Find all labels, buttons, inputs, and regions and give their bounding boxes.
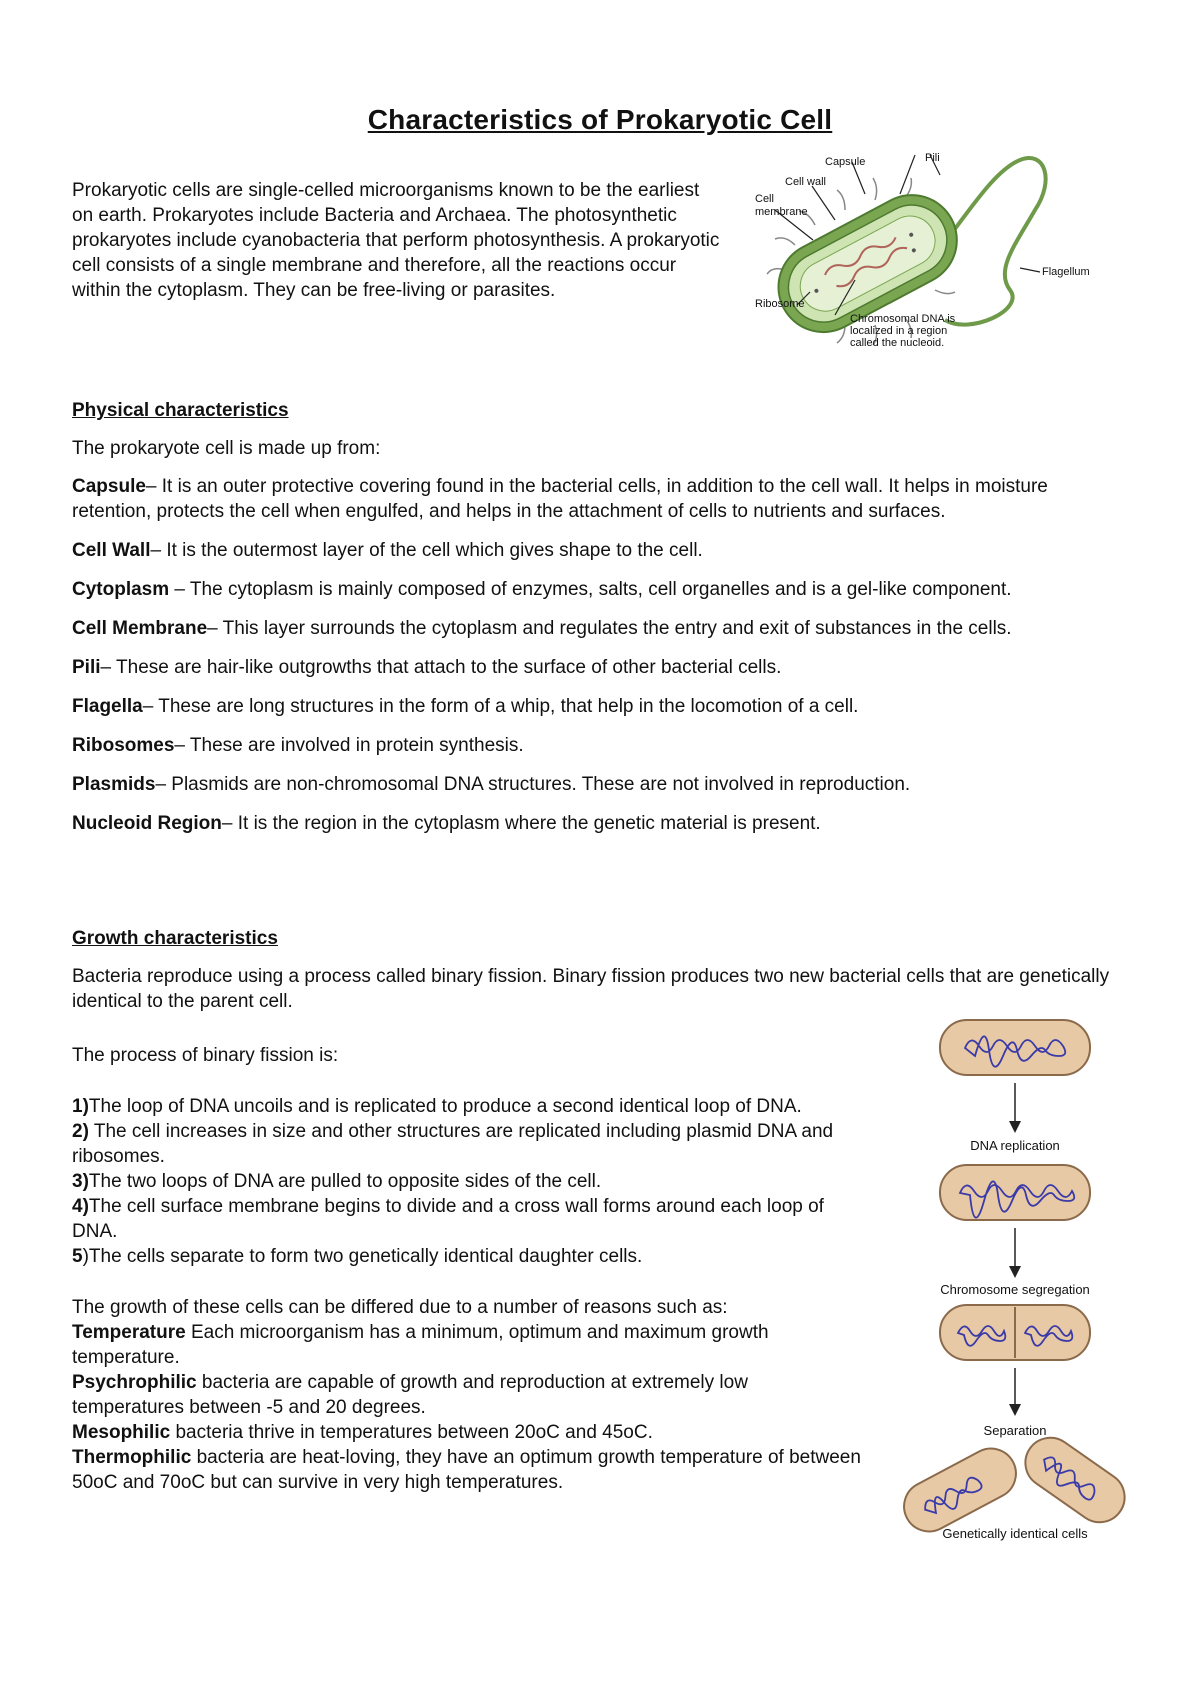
label-capsule: Capsule [825,156,866,169]
prokaryotic-cell-diagram [755,150,1115,375]
desc-pili: – These are hair-like outgrowths that attach to the surface of other bacterial cells. [100,657,782,678]
label-flagellum: Flagellum [1042,266,1090,279]
reason-text: bacteria are capable of growth and reproduction at extremely low temperatures between -5 and 20 degrees. [72,1372,748,1418]
list-item [72,474,1132,524]
term-plasmids: Plasmids [72,774,156,795]
step-number: 3) [72,1171,89,1192]
physical-list [72,474,1132,836]
label-chromosomal-dna-3: called the nucleoid. [850,337,945,350]
list-item [72,577,1132,602]
list-item [72,694,1132,719]
reason-item [72,1445,862,1495]
term-cell-wall: Cell Wall [72,540,151,561]
step-text: The cell surface membrane begins to divide and a cross wall forms around each loop of DNA. [72,1196,824,1242]
desc-ribosomes: – These are involved in protein synthesis. [174,735,524,756]
reason-item [72,1370,862,1420]
desc-flagella: – These are long structures in the form of a whip, that help in the locomotion of a cell. [142,696,859,717]
physical-heading: Physical characteristics [72,400,289,421]
list-item [72,616,1132,641]
label-genetically-identical-cells: Genetically identical cells [942,1526,1088,1541]
label-separation: Separation [983,1423,1047,1438]
reason-item [72,1420,862,1445]
label-cell-membrane-1: Cell [755,193,774,206]
binary-fission-diagram [880,1015,1130,1545]
reason-text: bacteria are heat-loving, they have an optimum growth temperature of between 50oC and 70oC but can survive in very high temperatures. [72,1447,861,1493]
term-flagella: Flagella [72,696,143,717]
list-item [72,733,1132,758]
label-pili: Pili [925,152,940,165]
term-nucleoid-region: Nucleoid Region [72,813,222,834]
step-number: 2) [72,1121,89,1142]
step-text: The loop of DNA uncoils and is replicated to produce a second identical loop of DNA. [88,1096,802,1117]
reasons-list [72,1320,862,1495]
list-item [72,538,1132,563]
process-lead: The process of binary fission is: [72,1045,339,1066]
step-number: 5 [72,1246,83,1267]
process-step [72,1169,862,1194]
desc-nucleoid-region: – It is the region in the cytoplasm where the genetic material is present. [221,813,821,834]
list-item [72,655,1132,680]
reason-term: Psychrophilic [72,1372,197,1393]
reason-text: bacteria thrive in temperatures between 20oC and 45oC. [170,1422,653,1443]
parent-cell [940,1020,1090,1075]
process-step [72,1244,862,1269]
term-ribosomes: Ribosomes [72,735,175,756]
label-chromosome-segregation: Chromosome segregation [940,1282,1090,1297]
term-pili: Pili [72,657,101,678]
process-step [72,1119,862,1169]
desc-cell-membrane: – This layer surrounds the cytoplasm and regulates the entry and exit of substances in the cells. [207,618,1012,639]
step-number: 4) [72,1196,89,1217]
label-cell-wall: Cell wall [785,176,826,189]
label-chromosomal-dna-2: localized in a region [850,325,948,338]
reasons-lead: The growth of these cells can be differed due to a number of reasons such as: [72,1297,728,1318]
physical-section [72,398,1132,836]
reason-item [72,1320,862,1370]
step-text: )The cells separate to form two genetically identical daughter cells. [82,1246,643,1267]
step-text: The cell increases in size and other structures are replicated including plasmid DNA and ribosomes. [72,1121,834,1167]
page-title: Characteristics of Prokaryotic Cell [367,104,833,135]
process-steps [72,1094,862,1269]
label-cell-membrane-2: membrane [755,206,808,219]
reason-term: Mesophilic [72,1422,171,1443]
reason-term: Thermophilic [72,1447,192,1468]
list-item [72,811,1132,836]
step-number: 1) [72,1096,89,1117]
reason-text: Each microorganism has a minimum, optimum and maximum growth temperature. [72,1322,769,1368]
intro-paragraph: Prokaryotic cells are single-celled microorganisms known to be the earliest on earth. Prokaryotes include Bacteria and Archaea. The photosynthetic prokaryotes include cyanobacteria that perform photosynthesis. A prokaryotic cell consists of a single membrane and therefore, all the reactions occur within the cytoplasm. They can be free-living or parasites. [72,180,720,301]
desc-capsule: – It is an outer protective covering found in the bacterial cells, in addition to the cell wall. It helps in moisture retention, protects the cell when engulfed, and helps in the attachment of cells to nutrients and surfaces. [72,476,1048,522]
physical-lead: The prokaryote cell is made up from: [72,438,381,459]
label-dna-replication: DNA replication [970,1138,1060,1153]
fission-process-text [72,1043,862,1495]
process-step [72,1194,862,1244]
growth-heading: Growth characteristics [72,928,278,949]
reason-term: Temperature [72,1322,186,1343]
desc-plasmids: – Plasmids are non-chromosomal DNA structures. These are not involved in reproduction. [155,774,911,795]
list-item [72,772,1132,797]
term-cytoplasm: Cytoplasm [72,579,170,600]
flagellum-shape [945,158,1046,325]
desc-cell-wall: – It is the outermost layer of the cell which gives shape to the cell. [150,540,703,561]
step-text: The two loops of DNA are pulled to opposite sides of the cell. [88,1171,602,1192]
term-cell-membrane: Cell Membrane [72,618,208,639]
label-chromosomal-dna-1: Chromosomal DNA is [850,313,956,326]
desc-cytoplasm: – The cytoplasm is mainly composed of enzymes, salts, cell organelles and is a gel-like component. [169,579,1012,600]
process-step [72,1094,862,1119]
daughter-cell [1016,1428,1130,1532]
term-capsule: Capsule [72,476,146,497]
growth-section [72,926,1132,1014]
label-ribosome: Ribosome [755,298,805,311]
growth-intro: Bacteria reproduce using a process called binary fission. Binary fission produces two new bacterial cells that are genetically identical to the parent cell. [72,966,1110,1012]
